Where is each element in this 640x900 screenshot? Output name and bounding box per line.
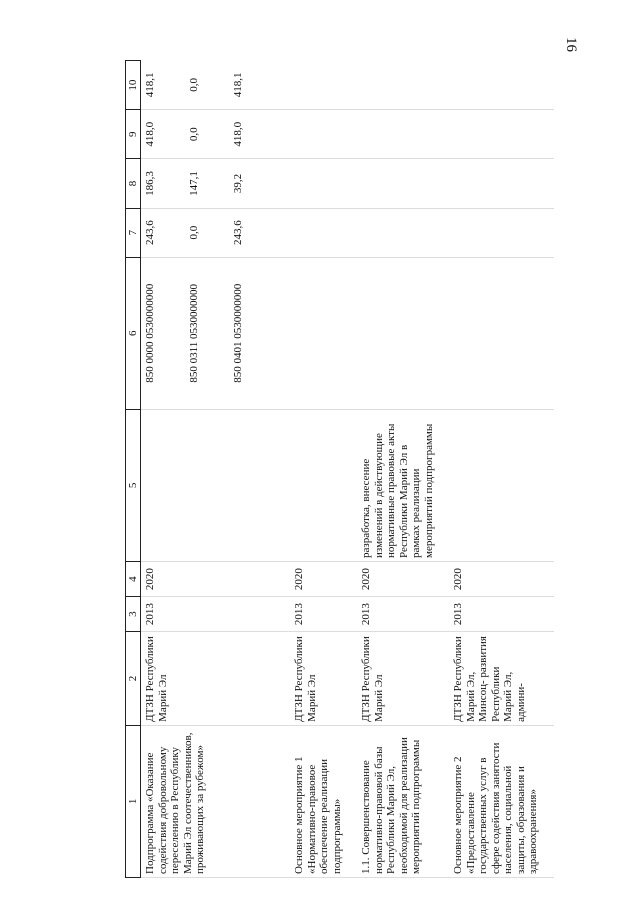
row-col8: [141, 159, 291, 208]
row-executor: ДТЗН Республики Марий Эл: [141, 632, 291, 726]
col-header: 3: [126, 597, 141, 632]
col-header: 2: [126, 632, 141, 726]
row-start: 2013: [449, 597, 554, 632]
row-executor: ДТЗН Республики Марий Эл: [357, 632, 449, 726]
page-number: 16: [563, 37, 579, 52]
column-number-row: [126, 61, 141, 878]
row-executor: ДТЗН Республики Марий Эл, Минсоц- развития Республики Марий Эл, админи-: [449, 632, 554, 726]
col-header: 9: [126, 110, 141, 159]
amount: 0,0: [188, 225, 200, 240]
rotated-table-wrapper: [125, 60, 600, 878]
row-name: Основное мероприятие 1 «Нормативно-правовое обеспечение реализации подпрограммы»: [290, 725, 357, 877]
row-executor: ДТЗН Республики Марий Эл: [290, 632, 357, 726]
row-end: 2020: [290, 562, 357, 597]
row-name: 1.1. Совершенствование нормативно-правовой базы Республики Марий Эл, необходимой для реализации мероприятий подпрограммы: [357, 725, 449, 877]
row-col9: [141, 110, 291, 159]
budget-code: 850 0000 0530000000: [144, 283, 156, 383]
row-result: разработка, внесение изменений в действующие нормативные правовые акты Республики Марий Эл в рамках реализации мероприятий подпрограммы: [357, 409, 449, 561]
row-result: [449, 409, 554, 561]
table-row: [290, 61, 357, 878]
amount: 418,0: [232, 121, 244, 147]
row-col7: [141, 208, 291, 257]
amount: 39,2: [232, 173, 244, 194]
amount: 243,6: [144, 220, 156, 245]
row-start: 2013: [357, 597, 449, 632]
col-header: 10: [126, 61, 141, 110]
row-result: [141, 409, 291, 561]
program-table: [125, 60, 554, 878]
amount: 147,1: [188, 171, 200, 196]
row-name: Основное мероприятие 2 «Предоставление государственных услуг в сфере содействия занятости населения, социальной защиты, образования и здравоохранения»: [449, 725, 554, 877]
row-codes: [141, 257, 291, 409]
table-row: [141, 61, 291, 878]
table-row: [449, 61, 554, 878]
col-header: 8: [126, 159, 141, 208]
row-col10: [141, 61, 291, 110]
amount: 243,6: [232, 220, 244, 245]
amount: 0,0: [188, 127, 200, 142]
row-result: [290, 409, 357, 561]
row-end: 2020: [141, 562, 291, 597]
col-header: 5: [126, 409, 141, 561]
row-end: 2020: [357, 562, 449, 597]
row-name: Подпрограмма «Оказание содействия добровольному переселению в Республику Марий Эл соотечественников, проживающих за рубежом»: [141, 725, 291, 877]
amount: 418,1: [232, 72, 244, 98]
col-header: 4: [126, 562, 141, 597]
col-header: 1: [126, 725, 141, 877]
amount: 418,1: [144, 72, 156, 98]
row-end: 2020: [449, 562, 554, 597]
budget-code: 850 0311 0530000000: [188, 283, 200, 383]
row-start: 2013: [290, 597, 357, 632]
col-header: 6: [126, 257, 141, 409]
table-row: [357, 61, 449, 878]
budget-code: 850 0401 0530000000: [232, 283, 244, 383]
amount: 186,3: [144, 171, 156, 196]
amount: 0,0: [188, 77, 200, 92]
row-start: 2013: [141, 597, 291, 632]
col-header: 7: [126, 208, 141, 257]
amount: 418,0: [144, 121, 156, 147]
